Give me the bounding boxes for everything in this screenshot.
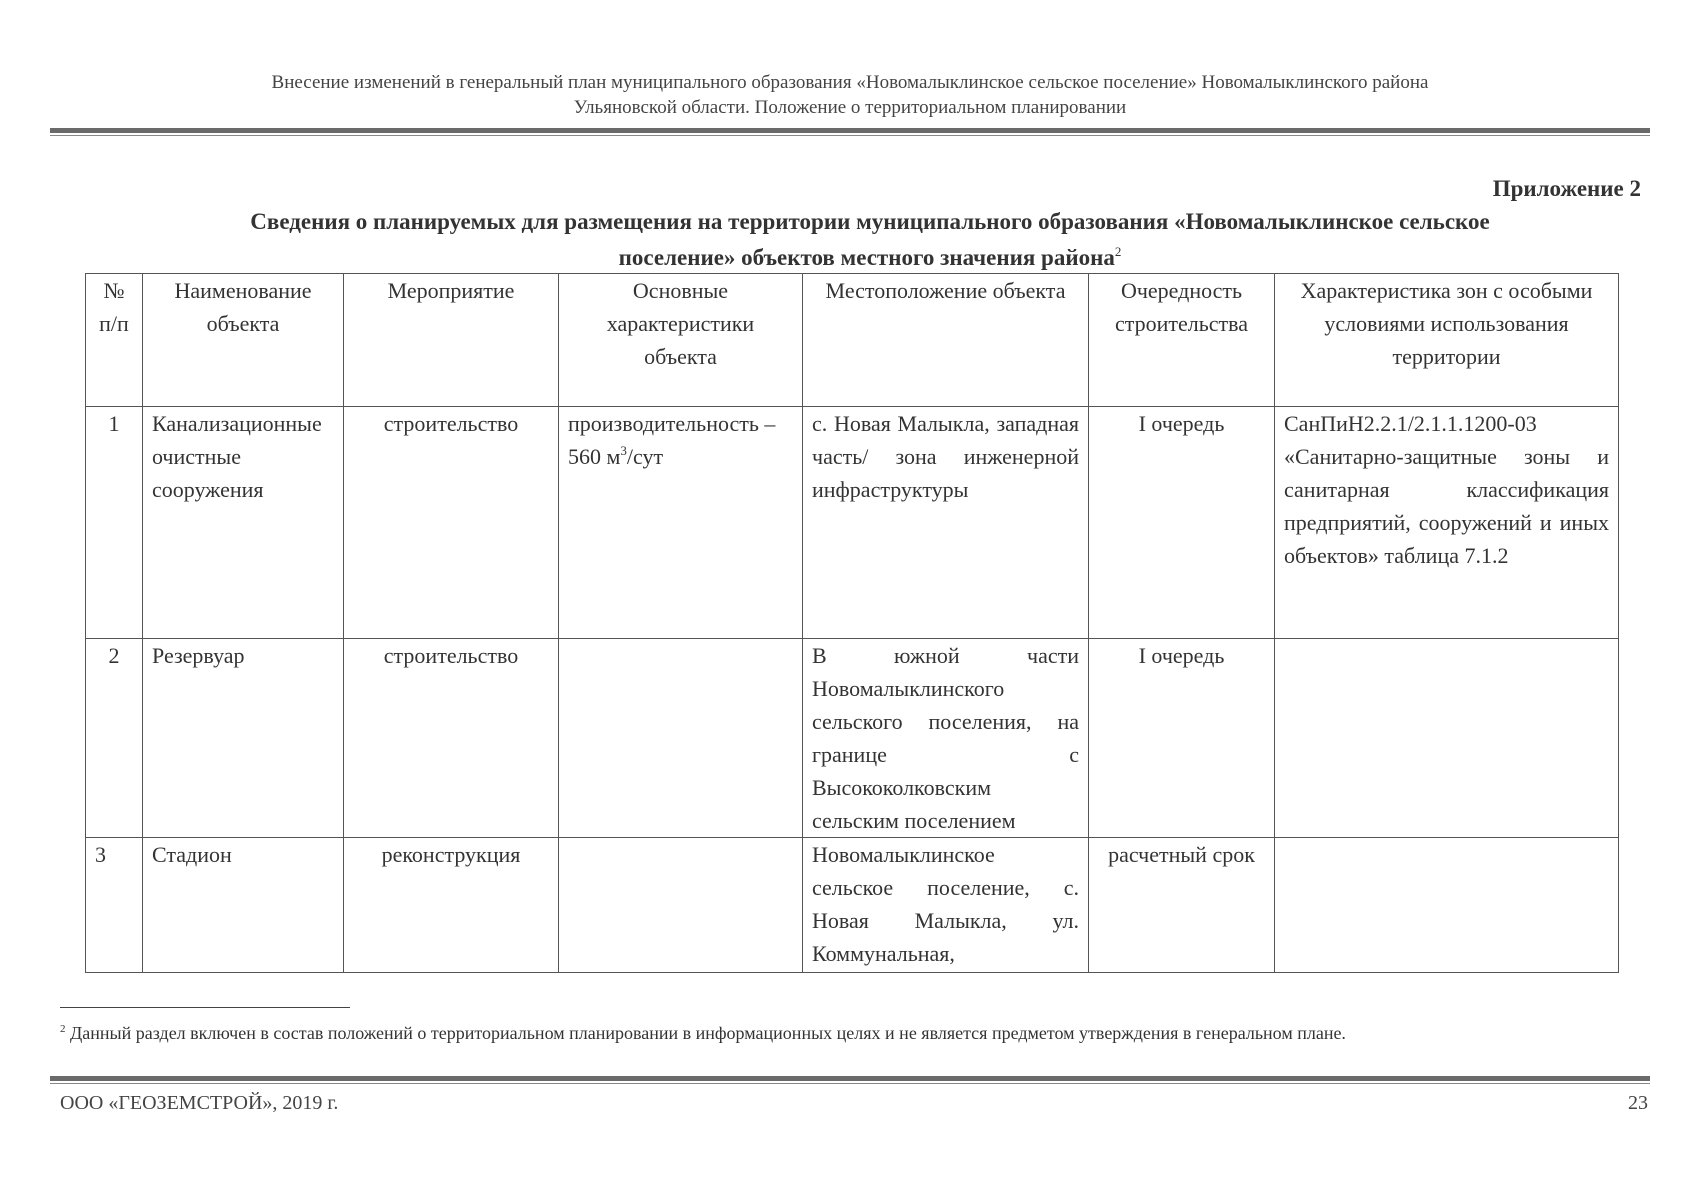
footnote [60, 1020, 1645, 1046]
table-header-row [86, 274, 1619, 407]
cell-queue: расчетный срок [1089, 838, 1275, 973]
cell-action: реконструкция [344, 838, 559, 973]
cell-specs [559, 838, 803, 973]
table-row [86, 639, 1619, 838]
cell-name: Стадион [143, 838, 344, 973]
cell-location: с. Новая Малыкла, западная часть/ зона инженерной инфраструктуры [803, 407, 1089, 639]
table-title [100, 207, 1640, 273]
table-row [86, 407, 1619, 639]
header-location: Местоположение объекта [803, 274, 1089, 407]
footnote-text: Данный раздел включен в состав положений о территориальном планировании в информационных целях и не является предметом утверждения в генеральном плане. [70, 1023, 1346, 1043]
footnote-separator [60, 1007, 350, 1008]
document-header [50, 70, 1650, 120]
header-num: № п/п [86, 274, 143, 407]
page-number: 23 [1628, 1092, 1648, 1114]
cell-action: строительство [344, 407, 559, 639]
objects-table [85, 273, 1619, 973]
footer-rule-thin [50, 1083, 1650, 1084]
cell-specs: производительность – 560 $м^3$/сут [559, 407, 803, 639]
cell-name: Канализационные очистные сооружения [143, 407, 344, 639]
cell-specs [559, 639, 803, 838]
cell-location: В южной части Новомалыклинского сельского поселения, на границе с Высококолковским сельским поселением [803, 639, 1089, 838]
header-specs: Основные характеристики объекта [559, 274, 803, 407]
cell-zones [1275, 639, 1619, 838]
footer-company: ООО «ГЕОЗЕМСТРОЙ», 2019 г. [60, 1092, 339, 1114]
header-zones: Характеристика зон с особыми условиями использования территории [1275, 274, 1619, 407]
header-action: Мероприятие [344, 274, 559, 407]
cell-queue: I очередь [1089, 407, 1275, 639]
cell-num: 3 [86, 838, 143, 973]
header-line-2: Ульяновской области. Положение о территориальном планировании [573, 97, 1127, 118]
cell-num: 1 [86, 407, 143, 639]
footer-rule-thick [50, 1076, 1650, 1081]
cell-zones [1275, 838, 1619, 973]
cell-zones: СанПиН2.2.1/2.1.1.1200-03 «Санитарно-защитные зоны и санитарная классификация предприятий, сооружений и иных объектов» таблица 7.1.2 [1275, 407, 1619, 639]
header-queue: Очередность строительства [1089, 274, 1275, 407]
cell-num: 2 [86, 639, 143, 838]
cell-name: Резервуар [143, 639, 344, 838]
table-row [86, 838, 1619, 973]
cell-queue: I очередь [1089, 639, 1275, 838]
cell-location: Новомалыклинское сельское поселение, с. Новая Малыкла, ул. Коммунальная, [803, 838, 1089, 973]
appendix-label: Приложение 2 [1492, 176, 1641, 201]
header-line-1: Внесение изменений в генеральный план муниципального образования «Новомалыклинское сельское поселение» Новомалыклинского района [271, 72, 1429, 93]
header-rule-thick [50, 128, 1650, 133]
header-name: Наименование объекта [143, 274, 344, 407]
title-line-2: поселение» объектов местного значения района$^2$ [618, 244, 1122, 270]
footnote-mark: 2 [60, 1023, 66, 1035]
title-line-1: Сведения о планируемых для размещения на территории муниципального образования «Новомалыклинское сельское [250, 209, 1490, 234]
title-footnote-mark: 2 [1114, 244, 1122, 259]
header-rule-thin [50, 135, 1650, 136]
cell-action: строительство [344, 639, 559, 838]
